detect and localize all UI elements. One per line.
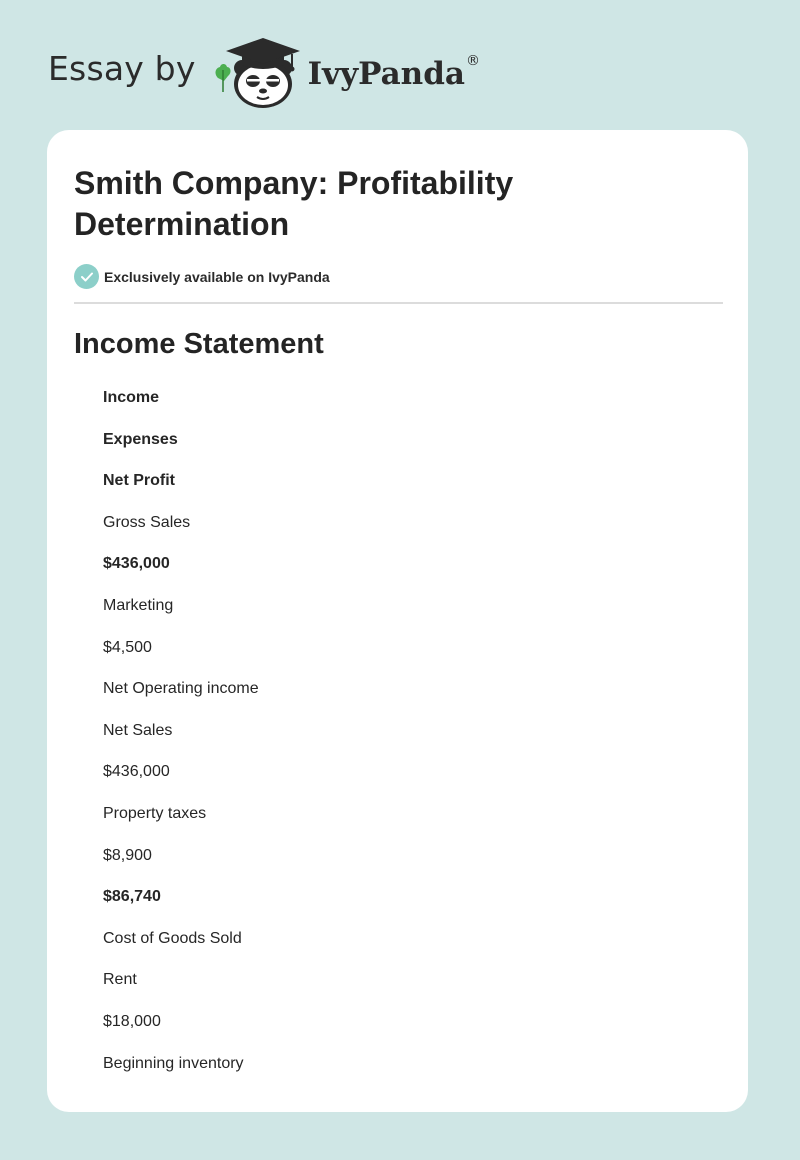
statement-row: $8,900 <box>103 846 152 864</box>
ivypanda-logo-icon <box>212 34 304 110</box>
statement-row: $86,740 <box>103 888 161 906</box>
check-circle-icon <box>74 264 99 289</box>
section-heading: Income Statement <box>74 328 324 360</box>
statement-row: $436,000 <box>103 763 170 781</box>
statement-row: Expenses <box>103 430 178 448</box>
statement-row: Net Operating income <box>103 680 259 698</box>
brand-name: IvyPanda <box>307 56 465 92</box>
exclusive-badge-text: Exclusively available on IvyPanda <box>104 268 330 285</box>
statement-row: Income <box>103 389 160 406</box>
statement-row: Rent <box>103 971 137 989</box>
divider <box>74 302 723 304</box>
income-statement-list <box>103 377 703 1084</box>
statement-row: Gross Sales <box>103 513 191 531</box>
brand-prefix: Essay by <box>48 48 196 88</box>
exclusive-badge <box>74 264 330 289</box>
statement-row: Beginning inventory <box>103 1054 244 1072</box>
statement-row: $18,000 <box>103 1012 161 1030</box>
page-title: Smith Company: Profitability Determination <box>74 165 514 242</box>
statement-row: Net Profit <box>103 472 175 490</box>
registered-mark: ® <box>465 53 480 69</box>
statement-row: Net Sales <box>103 721 173 739</box>
brand-header <box>48 34 480 110</box>
statement-row: Property taxes <box>103 804 207 822</box>
statement-row: Marketing <box>103 596 174 614</box>
statement-row: $4,500 <box>103 638 152 656</box>
statement-row: $436,000 <box>103 555 170 573</box>
statement-row: Cost of Goods Sold <box>103 929 242 947</box>
document-card <box>47 130 748 1112</box>
